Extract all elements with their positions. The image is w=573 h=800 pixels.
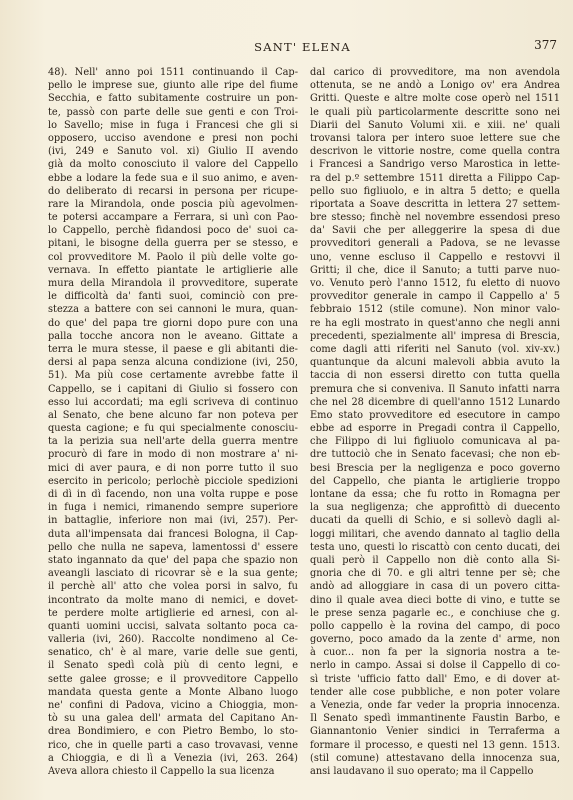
text-line: Il Senato spedì immantinente Faustin Barbo, e [310, 713, 560, 725]
text-line: Gritti; il che, dice il Sanuto; a tutti parve nuo- [310, 264, 560, 276]
text-line: in battaglie, inferiore non mai (ivi, 257). Per- [48, 515, 298, 527]
text-line: già da molto conosciuto il valore del Cappello [48, 159, 298, 171]
text-line: mici di aver paura, e di non porre tutto il suo [48, 462, 298, 474]
text-line: le prese senza pagarle ec., e conchiuse che g. [310, 607, 560, 619]
left-column [48, 66, 298, 777]
text-line: dal carico di provveditore, ma non avendola [310, 67, 560, 78]
text-line: 48). Nell' anno poi 1511 continuando il Cap- [48, 67, 298, 78]
text-line: ottenuta, se ne andò a Lonigo ov' era Andrea [310, 80, 560, 92]
text-line: bre stesso; finchè nel novembre essendosi preso [310, 212, 560, 224]
text-line: a Venezia, onde far veder la propria innocenza. [310, 700, 560, 711]
text-line: quanti uomini uccisi, salvata soltanto poca ca- [48, 620, 298, 632]
text-line: pollo cappello è la rovina del campo, di poco [310, 620, 560, 632]
text-line: formare il processo, e questi nel 13 genn. 1513. [310, 739, 560, 751]
text-line: stezza a battere con sei cannoni le mura, quan- [48, 304, 298, 316]
running-head [48, 40, 557, 60]
text-line: ta la perizia sua nell'arte della guerra mentre [48, 436, 298, 448]
text-line: do deliberato di recarsi in persona per ricupe- [48, 185, 298, 197]
text-line: come dagli atti riferiti nel Sanuto (vol. xiv-xv.) [310, 343, 560, 355]
text-line: col provveditore M. Paolo il più delle volte go- [48, 251, 298, 263]
text-line: te, passò con parte delle sue genti e con Troi- [48, 106, 298, 118]
text-line: Giannantonio Venier sindici in Terraferma a [310, 726, 560, 738]
text-line: (stil comune) attestavano della innocenza sua, [310, 752, 560, 764]
text-line: febbraio 1512 (stile comune). Non minor valo- [310, 304, 560, 316]
text-line: il Senato spedì colà più di cento legni, e [48, 660, 298, 672]
text-line: andò ad alloggiare in casa di un povero citta- [310, 581, 560, 593]
text-line: Emo stato provveditore ed esecutore in campo [310, 409, 560, 421]
text-line: le quali più particolarmente descritte sono nei [310, 106, 560, 118]
text-line: ra del p.º settembre 1511 diretta a Filippo Cap- [310, 172, 560, 184]
text-line: ebbe a lodare la fede sua e il suo animo, e aven- [48, 172, 298, 184]
text-line: le difficoltà da' fanti suoi, cominciò con pre- [48, 291, 298, 303]
text-line: Diarii del Sanuto Volumi xii. e xiii. ne' quali [310, 119, 560, 131]
text-line: trovansi talora per intero suoe lettere sue che [310, 132, 560, 144]
text-line: lontane da essa; che fu rotto in Romagna per [310, 489, 560, 500]
text-line: dersi al papa senza alcuna condizione (ivi, 250, [48, 357, 298, 369]
text-line: quantunque da alcuni malevoli abbia avuto la [310, 357, 560, 369]
text-line: a Chioggia, e di lì a Venezia (ivi, 263. 264) [48, 752, 298, 764]
text-line: questa cagione; e fu qui specialmente conosciu- [48, 423, 298, 435]
text-line: rico, che in quelle parti a caso trovavasi, venne [48, 739, 298, 751]
text-line: i Francesi a Sandrigo verso Marostica in lette- [310, 159, 560, 171]
text-line: do que' del papa tre giorni dopo pure con una [48, 317, 298, 329]
text-line: re ha egli mostrato in quest'anno che negli anni [310, 317, 560, 329]
text-line: quali però il Cappello non diè conto alla Si- [310, 554, 560, 566]
text-line: ducati da quelli di Schio, e si sollevò dagli al- [310, 515, 560, 527]
text-line: che Filippo di lui figliuolo comunicava al pa- [310, 436, 560, 448]
text-line: che nel 28 dicembre di quell'anno 1512 Lunardo [310, 396, 560, 408]
text-line: te perdere molte artiglierie ed arnesi, con al- [48, 607, 298, 619]
text-line: tò su una galea dell' armata del Capitano An- [48, 713, 298, 725]
text-line: in fuga i nemici, rimanendo sempre superiore [48, 502, 298, 514]
text-line: di dì in dì facendo, non una volta ruppe e pose [48, 489, 298, 500]
text-line: rare la Mirandola, onde poscia più agevolmen- [48, 198, 298, 210]
text-line: riportata a Soave descritta in lettera 27 settem- [310, 198, 560, 210]
text-line: dino il quale avea dieci botte di vino, e tutte se [310, 594, 560, 606]
text-line: mura della Mirandola il provveditore, superate [48, 278, 298, 289]
page-number: 377 [534, 38, 557, 52]
text-line: al Senato, che bene alcuno far non poteva per [48, 409, 298, 421]
text-line: del Cappello, che pianta le artiglierie troppo [310, 475, 560, 487]
text-line: 51). Ma più cose certamente avrebbe fatte il [48, 370, 298, 382]
text-line: ebbe ad esporre in Pregadi contra il Cappello, [310, 423, 560, 435]
text-line: pello che nulla ne sapeva, lamentossi d' essere [48, 541, 298, 553]
text-line: pello le imprese sue, giunto alle ripe del fiume [48, 80, 298, 92]
text-line: senatico, ch' è al mare, varie delle sue genti, [48, 647, 298, 659]
text-line: sì triste 'ufficio fatto dall' Emo, e di dover at- [310, 673, 560, 685]
text-line: à cuor... non fa per la signoria nostra a te- [310, 647, 560, 659]
text-line: Cappello, se i capitani di Giulio si fossero con [48, 383, 298, 395]
text-line: tender alle cose pubbliche, e non poter volare [310, 686, 560, 698]
text-line: stato ingannato da que' del papa che spazio non [48, 554, 298, 566]
text-line: il perchè all' atto che volea porsi in salvo, fu [48, 581, 298, 593]
text-line: vernava. In effetto piantate le artiglierie alle [48, 264, 298, 276]
text-line: da' Savii che per alleggerire la spesa di due [310, 225, 560, 237]
text-line: ne' confini di Padova, vicino a Chioggia, mon- [48, 700, 298, 711]
text-line: esercito in pericolo; perlochè picciole spedizioni [48, 475, 298, 487]
text-line: procurò di fare in modo di non mostrare a' ni- [48, 449, 298, 461]
text-line: Aveva allora chiesto il Cappello la sua licenza [48, 765, 275, 777]
text-line: testa uno, questi lo riscattò con cento ducati, dei [310, 541, 560, 553]
text-line: lo Cappello, perchè fidandosi poco de' suoi ca- [48, 225, 298, 237]
text-columns [48, 66, 560, 777]
text-line: te potersi accampare a Ferrara, si unì con Pao- [48, 212, 298, 224]
text-line: provveditori generali a Padova, se ne levasse [310, 238, 560, 250]
text-line: descrivon le vittorie nostre, come quella contra [310, 146, 560, 158]
text-line: palla tocche ancora non le aveano. Gittate a [48, 330, 298, 342]
text-line: incontrato da molte mano di nemici, e dovet- [48, 594, 298, 606]
text-line: precedenti, spezialmente all' impresa di Brescia, [310, 330, 560, 342]
text-line: sette galee grosse; e il provveditore Cappello [48, 673, 298, 685]
text-line: Gritti. Queste e altre molte cose operò nel 1511 [310, 93, 560, 105]
text-line: uno, venne escluso il Cappello e restovvi il [310, 251, 560, 263]
text-line: ansi laudavano il suo operato; ma il Cappello [310, 765, 534, 777]
text-line: pello suo figliuolo, e in altra 5 detto; e quella [310, 185, 560, 197]
text-line: taccia di non essersi diretto con tutta quella [310, 370, 560, 382]
text-line: premura che si conveniva. Il Sanuto infatti narra [310, 383, 560, 395]
text-line: valleria (ivi, 260). Raccolte nondimeno al Ce- [48, 634, 298, 646]
text-line: mandata questa gente a Monte Albano luogo [48, 686, 298, 698]
text-line: besi Brescia per la negligenza e poco governo [310, 462, 560, 474]
text-line: provveditor generale in campo il Cappello a' 5 [310, 291, 560, 303]
text-line: la sua negligenza; che approfittò di duecento [310, 502, 560, 514]
text-line: terra le mura stesse, il paese e gli abitanti die- [48, 343, 298, 355]
text-line: nerlo in campo. Assai si dolse il Cappello di co- [310, 660, 560, 672]
text-line: drea Bondimiero, e con Pietro Bembo, lo sto- [48, 726, 298, 738]
text-line: dre tuttociò che in Senato facevasi; che non eb- [310, 449, 560, 461]
text-line: opposero, ucciso avendone e presi non pochi [48, 132, 298, 144]
right-column [310, 66, 560, 777]
text-line: Secchia, e fatto subitamente costruire un pon- [48, 93, 298, 105]
text-line: esso lui accordati; ma egli scriveva di continuo [48, 396, 298, 408]
text-line: gnoria che di 70. e gli altri tenne per sè; che [310, 568, 560, 580]
text-line: aveangli lasciato di ricovrar sè e la sua gente; [48, 568, 298, 580]
text-line: duta all'impensata dai francesi Bologna, il Cap- [48, 528, 298, 540]
text-line: governo, poco amado da la zente d' arme, non [310, 634, 560, 646]
text-line: lo Savello; mise in fuga i Francesi che gli si [48, 119, 298, 131]
running-title: SANT' ELENA [254, 40, 351, 54]
text-line: vo. Venuto però l'anno 1512, fu eletto di nuovo [310, 278, 560, 289]
text-line: pitani, le bisogne della guerra per se stesso, e [48, 238, 298, 250]
text-line: loggi militari, che avendo dannato al taglio della [310, 528, 560, 540]
text-line: (ivi, 249 e Sanuto vol. xi) Giulio II avendo [48, 146, 298, 158]
